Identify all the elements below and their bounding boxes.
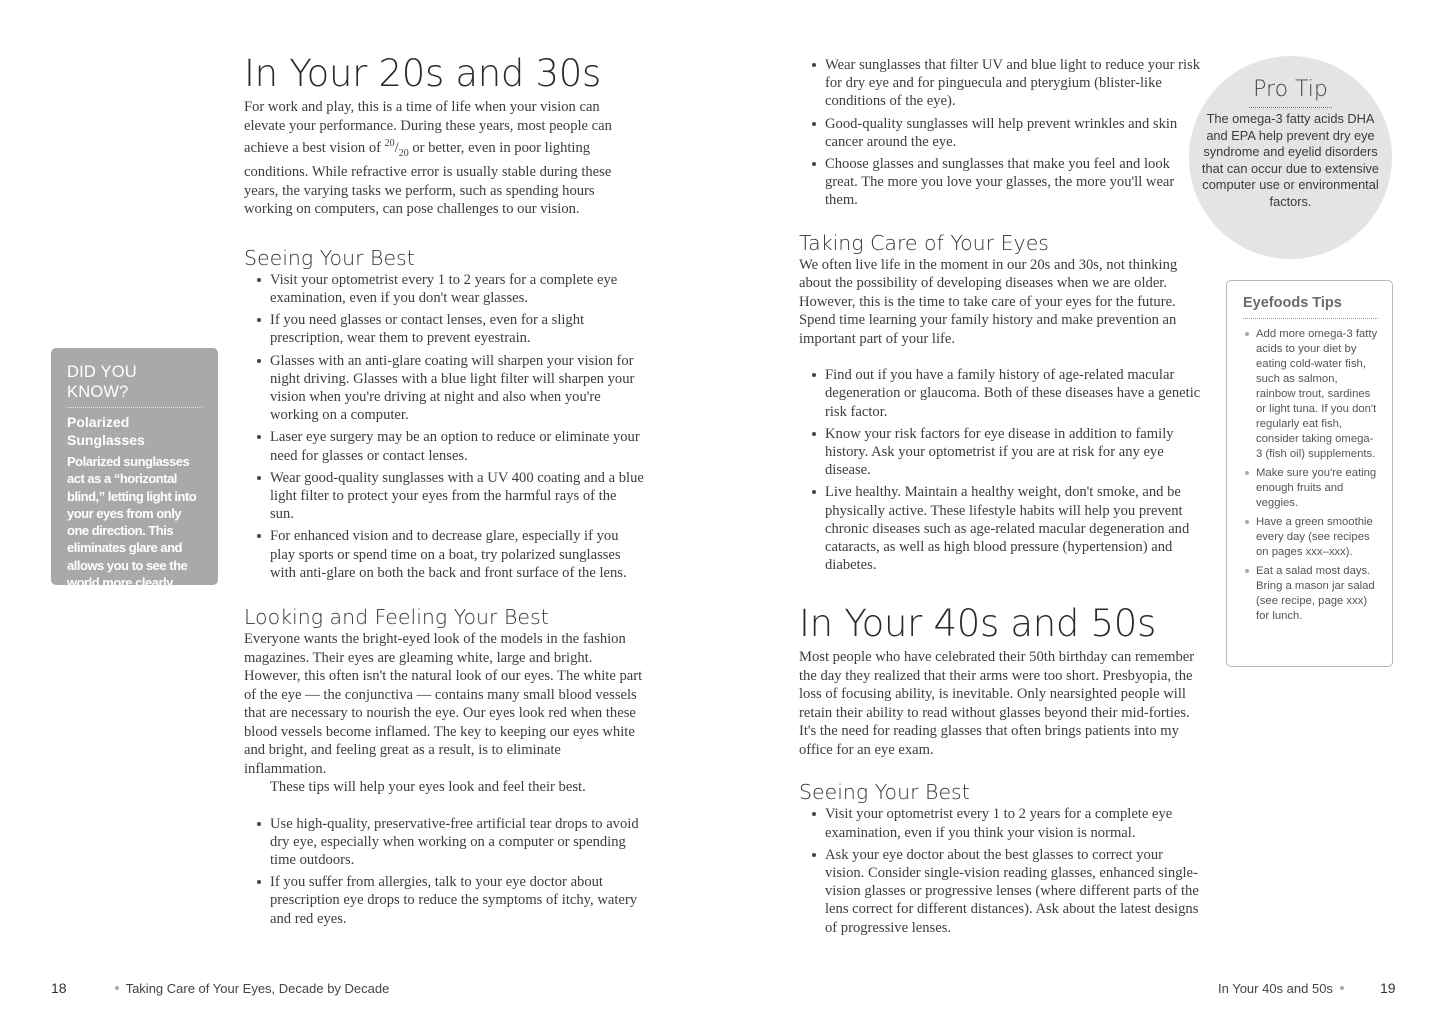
footer-dot-icon [115, 986, 119, 990]
taking-care-list [799, 366, 1201, 574]
list-item: Wear good-quality sunglasses with a UV 400 coating and a blue light filter to protect your eyes from the harmful rays of the sun. [270, 469, 644, 523]
eyefoods-tips-list [1243, 327, 1378, 624]
left-footer [51, 980, 389, 996]
looking-feeling-paragraph: Everyone wants the bright-eyed look of the models in the fashion magazines. Their eyes are gleaming white, large and bright. However, this often isn't the natural look of our eyes. The white part of the eye — the conjunctiva — contains many small blood vessels that are necessary to nourish the eye. Our eyes look red when these blood vessels become inflamed. The key to keeping our eyes white and bright, and feeling great as a result, is to eliminate inflammation. [244, 631, 643, 777]
running-head: In Your 40s and 50s [1218, 980, 1333, 996]
list-item: Choose glasses and sunglasses that make you feel and look great. The more you love your glasses, the more you'll wear them. [825, 155, 1201, 210]
heading-taking-care: Taking Care of Your Eyes [799, 230, 1049, 255]
pro-tip-title: Pro Tip [1249, 76, 1332, 108]
list-item: Laser eye surgery may be an option to reduce or eliminate your need for glasses or contact lenses. [270, 428, 644, 464]
list-item: If you need glasses or contact lenses, even for a slight prescription, wear them to prevent eyestrain. [270, 311, 644, 347]
list-item: Know your risk factors for eye disease in addition to family history. Ask your optometrist if you are at risk for any eye disease. [825, 425, 1201, 480]
did-you-know-box [51, 348, 218, 591]
list-item: Add more omega-3 fatty acids to your diet by eating cold-water fish, such as salmon, rainbow trout, sardines or light tuna. If you don't regularly eat fish, consider taking omega-3 (fish oil) supplements. [1256, 328, 1378, 460]
seeing-best-list [244, 271, 644, 582]
list-item: Wear sunglasses that filter UV and blue light to reduce your risk for dry eye and for pinguecula and pterygium (blister-like conditions of the eye). [825, 57, 1201, 110]
intro-paragraph-40s-50s: Most people who have celebrated their 50th birthday can remember the day they realized that their arms were too short. Presbyopia, the loss of focusing ability, is inevitable. Only nearsighted people will retain their ability to read without glasses beyond their mid-forties. It's the need for reading glasses that often brings patients into my office for an eye exam. [799, 649, 1195, 758]
heading-seeing-your-best-40s: Seeing Your Best [799, 780, 970, 805]
list-item: Live healthy. Maintain a healthy weight, don't smoke, and be physically active. These lifestyle habits will help you prevent chronic diseases such as age-related macular degeneration and cataracts, as well as high blood pressure (hypertension) and diabetes. [825, 483, 1201, 574]
list-item: Use high-quality, preservative-free artificial tear drops to avoid dry eye, especially when working on a computer or spending time outdoors. [270, 815, 644, 870]
heading-looking-feeling-best: Looking and Feeling Your Best [244, 605, 549, 630]
footer-dot-icon [1340, 986, 1344, 990]
right-main-column [799, 52, 1201, 941]
list-item: For enhanced vision and to decrease glare, especially if you play sports or spend time on a boat, try polarized sunglasses with anti-glare on both the back and front surface of the lens. [270, 527, 644, 582]
heading-seeing-your-best: Seeing Your Best [244, 245, 415, 270]
fraction-denominator: 20 [398, 147, 409, 159]
list-item: Visit your optometrist every 1 to 2 years for a complete eye examination, even if you think your vision is normal. [825, 805, 1201, 841]
running-head: Taking Care of Your Eyes, Decade by Decade [125, 980, 390, 996]
list-item: Eat a salad most days. Bring a mason jar salad (see recipe, page xxx) for lunch. [1256, 564, 1378, 624]
list-item: If you suffer from allergies, talk to your eye doctor about prescription eye drops to reduce the symptoms of itchy, watery and red eyes. [270, 873, 644, 928]
continued-list [799, 56, 1201, 210]
looking-feeling-lead-in: These tips will help your eyes look and feel their best. [270, 779, 586, 796]
list-item: Make sure you're eating enough fruits and veggies. [1256, 467, 1377, 509]
pro-tip-body: The omega-3 fatty acids DHA and EPA help prevent dry eye syndrome and eyelid disorders that can occur due to extensive computer use or environmental factors. [1201, 111, 1380, 209]
list-item: Find out if you have a family history of age-related macular degeneration or glaucoma. Both of these diseases have a genetic risk factor. [825, 367, 1201, 420]
page-number: 19 [1379, 980, 1396, 996]
did-you-know-body: Polarized sunglasses act as a “horizontal blind,” letting light into your eyes from only one direction. This eliminates glare and allows you to see the world more clearly. [67, 454, 197, 591]
list-item: Glasses with an anti-glare coating will sharpen your vision for night driving. Glasses with a blue light filter will sharpen your vision when you're driving at night and also when you're working on a computer. [270, 352, 644, 425]
list-item: Have a green smoothie every day (see recipes on pages xxx–xxx). [1256, 515, 1378, 560]
fraction-numerator: 20 [384, 138, 395, 149]
list-item: Visit your optometrist every 1 to 2 years for a complete eye examination, even if you don't wear glasses. [270, 271, 644, 307]
looking-feeling-list [244, 815, 644, 928]
right-page [722, 0, 1445, 1032]
did-you-know-title: DID YOU KNOW? [67, 362, 202, 408]
list-item: Good-quality sunglasses will help prevent wrinkles and skin cancer around the eye. [825, 115, 1201, 151]
eyefoods-tips-box [1226, 280, 1393, 667]
left-page [0, 0, 722, 1032]
section-title-20s-30s: In Your 20s and 30s [244, 52, 602, 95]
intro-text-start: For work and play, this is a time of life when your vision can elevate your performance. During these years, most people can achieve a best vision of [244, 99, 612, 156]
did-you-know-subtitle: Polarized Sunglasses [67, 414, 145, 448]
page-number: 18 [51, 980, 67, 996]
pro-tip-circle [1189, 56, 1392, 259]
intro-text-end: or better, even in poor lighting conditions. While refractive error is usually stable during these years, the varying tasks we perform, such as spending hours working on computers, can pose challenges to our vision. [244, 139, 612, 218]
right-footer [1218, 980, 1396, 996]
intro-paragraph-20s-30s: For work and play, this is a time of life when your vision can elevate your performance. During these years, most people can achieve a best vision of $^{20}/_{20}$ or better, even in poor lighting conditions. While refractive error is usually stable during these years, the varying tasks we perform, such as spending hours working on computers, can pose challenges to our vision. [244, 99, 612, 218]
list-item: Ask your eye doctor about the best glasses to correct your vision. Consider single-vision reading glasses, enhanced single-vision glasses or progressive lenses (where different parts of the lens correct for different distances). Ask about the latest designs of progressive lenses. [825, 846, 1201, 937]
eyefoods-tips-title: Eyefoods Tips [1243, 294, 1378, 319]
taking-care-paragraph: We often live life in the moment in our 20s and 30s, not thinking about the possibility of developing diseases when we are older. However, this is the time to take care of your eyes for the future. Spend time learning your family history and make prevention an important part of your life. [799, 256, 1178, 347]
seeing-best-40s-list [799, 805, 1201, 936]
section-title-40s-50s: In Your 40s and 50s [799, 602, 1157, 646]
left-main-column [244, 52, 644, 932]
